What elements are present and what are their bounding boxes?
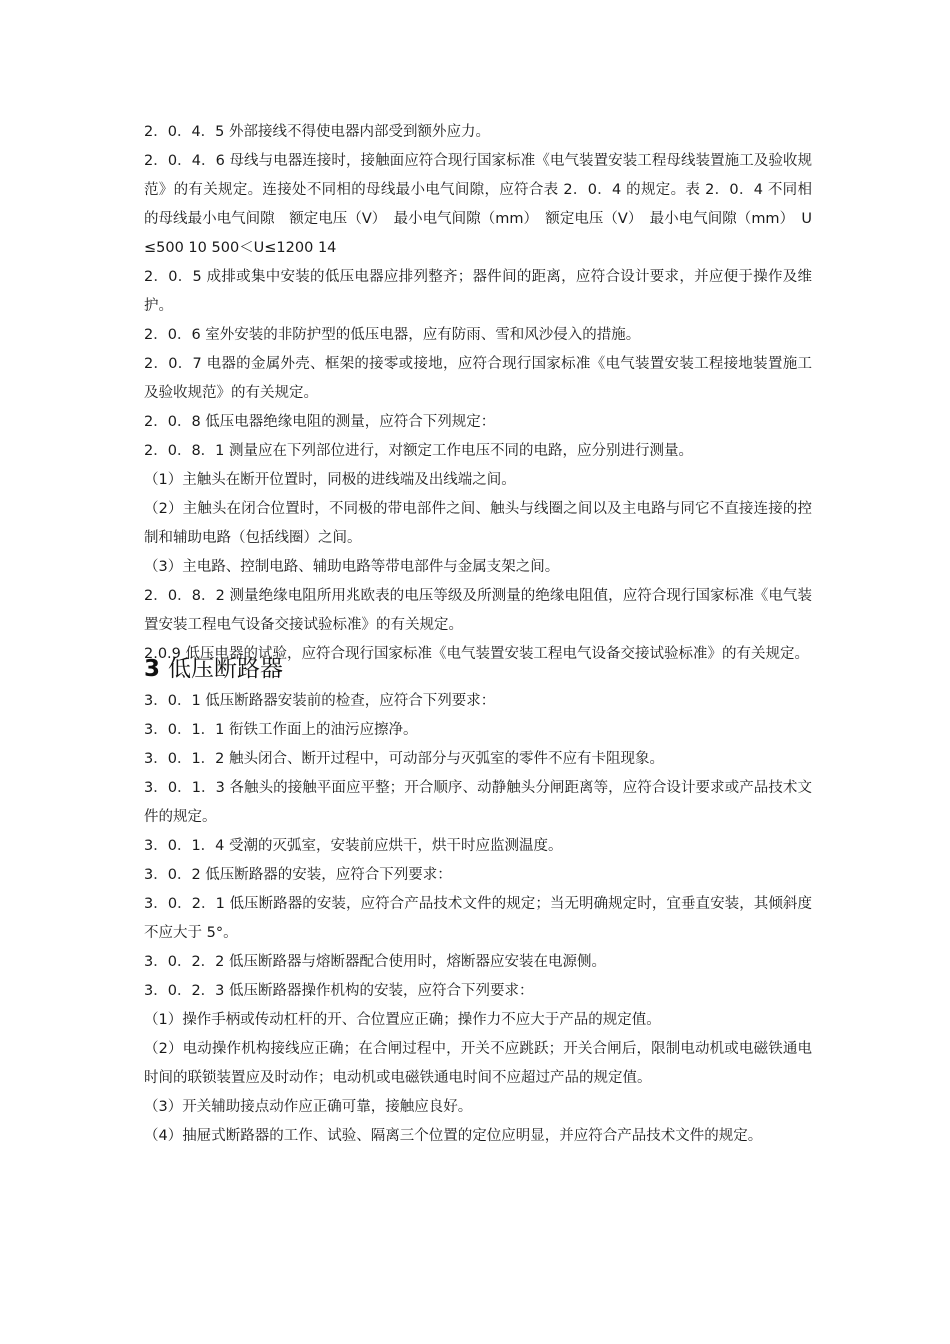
document-page xyxy=(144,118,812,1151)
list-item: （3）主电路、控制电路、辅助电路等带电部件与金属支架之间。 xyxy=(144,559,560,575)
clause-2-0-8-1: 2．0．8．1 测量应在下列部位进行，对额定工作电压不同的电路，应分别进行测量。 xyxy=(144,443,694,459)
clause-3-0-2: 3．0．2 低压断路器的安装，应符合下列要求： xyxy=(144,867,452,883)
clause-2-0-8-2: 2．0．8．2 测量绝缘电阻所用兆欧表的电压等级及所测量的绝缘电阻值，应符合现行国家标准《电气装置安装工程电气设备交接试验标准》的有关规定。 xyxy=(144,588,812,633)
section-number: 3 xyxy=(144,656,161,682)
clause-2-0-6: 2．0．6 室外安装的非防护型的低压电器，应有防雨、雪和风沙侵入的措施。 xyxy=(144,327,641,343)
list-item: （2）主触头在闭合位置时，不同极的带电部件之间、触头与线圈之间以及主电路与同它不直接连接的控制和辅助电路（包括线圈）之间。 xyxy=(144,501,812,546)
list-item: （1）主触头在断开位置时，同极的进线端及出线端之间。 xyxy=(144,472,516,488)
clause-2-0-4-6: 2．0．4．6 母线与电器连接时，接触面应符合现行国家标准《电气装置安装工程母线装置施工及验收规范》的有关规定。连接处不同相的母线最小电气间隙，应符合表 2．0．4 的规定。表 2．0．4 不同相的母线最小电气间隙 额定电压（V） 最小电气间隙（mm） 额定电压（V） 最小电气间隙（mm） U≤500 10 500＜U≤1200 14 xyxy=(144,153,812,256)
list-item: （2）电动操作机构接线应正确；在合闸过程中，开关不应跳跃；开关合闸后，限制电动机或电磁铁通电时间的联锁装置应及时动作；电动机或电磁铁通电时间不应超过产品的规定值。 xyxy=(144,1041,812,1086)
clause-2-0-4-5: 2．0．4．5 外部接线不得使电器内部受到额外应力。 xyxy=(144,124,491,140)
list-item: （1）操作手柄或传动杠杆的开、合位置应正确；操作力不应大于产品的规定值。 xyxy=(144,1012,661,1028)
clause-2-0-9: 2.0.9 低压电器的试验，应符合现行国家标准《电气装置安装工程电气设备交接试验标准》的有关规定。 xyxy=(144,646,809,662)
clause-3-0-1-2: 3．0．1．2 触头闭合、断开过程中，可动部分与灭弧室的零件不应有卡阻现象。 xyxy=(144,751,665,767)
clause-3-0-2-2: 3．0．2．2 低压断路器与熔断器配合使用时，熔断器应安装在电源侧。 xyxy=(144,954,607,970)
list-item: （4）抽屉式断路器的工作、试验、隔离三个位置的定位应明显，并应符合产品技术文件的规定。 xyxy=(144,1128,763,1144)
section-2-body xyxy=(144,118,812,669)
clause-3-0-2-3: 3．0．2．3 低压断路器操作机构的安装，应符合下列要求： xyxy=(144,983,534,999)
clause-2-0-8: 2．0．8 低压电器绝缘电阻的测量，应符合下列规定： xyxy=(144,414,496,430)
section-title: 低压断路器 xyxy=(168,656,284,682)
clause-2-0-7: 2．0．7 电器的金属外壳、框架的接零或接地，应符合现行国家标准《电气装置安装工程接地装置施工及验收规范》的有关规定。 xyxy=(144,356,812,401)
clause-3-0-1-4: 3．0．1．4 受潮的灭弧室，安装前应烘干，烘干时应监测温度。 xyxy=(144,838,563,854)
section-3-body xyxy=(144,687,812,1151)
clause-3-0-2-1: 3．0．2．1 低压断路器的安装，应符合产品技术文件的规定；当无明确规定时，宜垂直安装，其倾斜度不应大于 5°。 xyxy=(144,896,812,941)
clause-3-0-1-1: 3．0．1．1 衔铁工作面上的油污应擦净。 xyxy=(144,722,418,738)
clause-3-0-1: 3．0．1 低压断路器安装前的检查，应符合下列要求： xyxy=(144,693,496,709)
clause-3-0-1-3: 3．0．1．3 各触头的接触平面应平整；开合顺序、动静触头分闸距离等，应符合设计要求或产品技术文件的规定。 xyxy=(144,780,812,825)
list-item: （3）开关辅助接点动作应正确可靠，接触应良好。 xyxy=(144,1099,473,1115)
clause-2-0-5: 2．0．5 成排或集中安装的低压电器应排列整齐；器件间的距离，应符合设计要求，并应便于操作及维护。 xyxy=(144,269,812,314)
